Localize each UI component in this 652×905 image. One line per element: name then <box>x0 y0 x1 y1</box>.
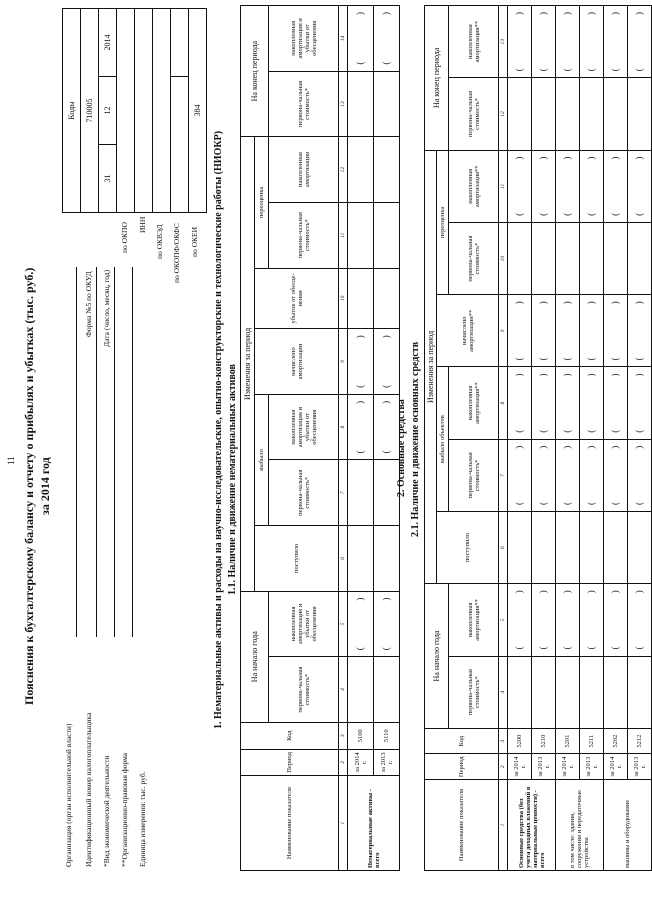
t2-period: за 2014 г. <box>556 754 580 780</box>
close-paren: ) <box>610 12 620 15</box>
org-label: Организация (орган исполнительной власти) <box>64 723 73 867</box>
t2-row <box>604 6 628 871</box>
bracketed-value-cell <box>628 150 652 222</box>
t1-colnum: 1 <box>339 776 348 871</box>
open-paren: ( <box>514 212 524 216</box>
open-paren: ( <box>538 357 548 361</box>
bracketed-value-cell <box>532 295 556 367</box>
section2-subtitle: 2.1. Наличие и движение основных средств <box>410 341 421 537</box>
okei-value: 384 <box>189 9 207 213</box>
open-paren: ( <box>610 212 620 216</box>
close-paren: ) <box>586 301 596 305</box>
close-paren: ) <box>538 301 548 305</box>
t1-code: 5110 <box>374 722 400 749</box>
okfs-value <box>171 9 189 77</box>
t2-row <box>508 6 532 871</box>
t2-code: 5200 <box>508 728 532 754</box>
t2-colnum: 5 <box>499 584 508 656</box>
date-day: 31 <box>99 145 117 213</box>
close-paren: ) <box>562 12 572 15</box>
inn-value <box>135 9 153 213</box>
t2-head-reval-amort: накопленная амортизация** <box>449 150 499 222</box>
t2-head-reval-initial: первона-чальная стоимость* <box>449 222 499 294</box>
t2-row <box>628 6 652 871</box>
t2-head-amort-accrued: начислено амортизации** <box>437 295 499 367</box>
t1-colnum: 11 <box>339 202 348 268</box>
t2-head-end-amort: накопленная амортизация** <box>449 6 499 78</box>
t2-head-changes: Изменения за период <box>425 150 437 584</box>
open-paren: ( <box>562 212 572 216</box>
t2-colnum: 13 <box>499 6 508 78</box>
close-paren: ) <box>514 373 524 377</box>
t2-colnum: 12 <box>499 78 508 150</box>
t2-code: 5210 <box>532 728 556 754</box>
open-paren: ( <box>562 646 572 650</box>
close-paren: ) <box>634 12 644 15</box>
okpo-value <box>117 9 135 213</box>
t1-head-name: Наименование показателя <box>241 776 339 871</box>
t2-code: 5211 <box>580 728 604 754</box>
close-paren: ) <box>634 445 644 449</box>
bracketed-value-cell <box>604 367 628 439</box>
t2-head-initial: первона-чальная стоимость* <box>449 656 499 728</box>
t1-head-amort-accrued: начислено амортизации <box>255 329 339 395</box>
open-paren: ( <box>355 384 365 388</box>
activity-underline <box>114 267 115 637</box>
open-paren: ( <box>514 501 524 505</box>
close-paren: ) <box>610 156 620 160</box>
bracketed-value-cell <box>374 329 400 395</box>
inn-underline <box>96 267 97 637</box>
bracketed-value-cell <box>628 439 652 511</box>
section1-title: 1. Нематериальные активы и расходы на научно-исследовательские, опытно-конструкторские и технологические работы (НИОКР) <box>213 130 224 729</box>
okopf-label: по ОКОПФ/ОКФС <box>172 223 181 283</box>
t1-row-2014 <box>348 6 374 871</box>
bracketed-value-cell <box>604 584 628 656</box>
t2-colnum: 8 <box>499 367 508 439</box>
t1-colnum: 3 <box>339 722 348 749</box>
okud-value: 710005 <box>81 9 99 213</box>
t2-head-code: Код <box>425 728 499 754</box>
open-paren: ( <box>538 646 548 650</box>
t2-colnum: 10 <box>499 222 508 294</box>
open-paren: ( <box>514 68 524 72</box>
t2-code: 5202 <box>604 728 628 754</box>
t1-colnum: 7 <box>339 460 348 526</box>
open-paren: ( <box>562 429 572 433</box>
close-paren: ) <box>355 400 365 404</box>
t2-colnum: 7 <box>499 439 508 511</box>
t2-head-name: Наименование показателя <box>425 780 499 871</box>
bracketed-value-cell <box>532 6 556 78</box>
document-year: за 2014 год <box>38 457 52 515</box>
t2-group-label: машины и оборудование <box>604 780 652 871</box>
bracketed-value-cell <box>532 367 556 439</box>
t1-colnum: 10 <box>339 268 348 329</box>
open-paren: ( <box>538 68 548 72</box>
open-paren: ( <box>562 501 572 505</box>
bracketed-value-cell <box>374 591 400 657</box>
close-paren: ) <box>381 335 391 339</box>
activity-label: *Вид экономической деятельности <box>102 755 111 867</box>
okved-value <box>153 9 171 213</box>
t2-colnum: 2 <box>499 754 508 780</box>
bracketed-value-cell <box>556 295 580 367</box>
t1-code: 5100 <box>348 722 374 749</box>
bracketed-value-cell <box>556 367 580 439</box>
t1-head-end-initial: первона-чальная стоимость* <box>269 71 339 137</box>
open-paren: ( <box>586 68 596 72</box>
t1-head-amort-disposed: накопленная амортизация и убытки от обесценения <box>269 394 339 460</box>
t2-period: за 2013 г. <box>580 754 604 780</box>
section2-title: 2. Основные средства <box>396 399 407 497</box>
open-paren: ( <box>634 501 644 505</box>
bracketed-value-cell <box>580 295 604 367</box>
bracketed-value-cell <box>580 367 604 439</box>
bracketed-value-cell <box>532 150 556 222</box>
close-paren: ) <box>355 597 365 601</box>
close-paren: ) <box>355 335 365 339</box>
t2-period: за 2013 г. <box>532 754 556 780</box>
bracketed-value-cell <box>556 6 580 78</box>
bracketed-value-cell <box>508 439 532 511</box>
unit-label: Единица измерения: тыс. руб. <box>138 771 147 867</box>
open-paren: ( <box>610 501 620 505</box>
t1-period: за 2014 г. <box>348 749 374 776</box>
close-paren: ) <box>381 400 391 404</box>
t1-colnum: 4 <box>339 657 348 723</box>
bracketed-value-cell <box>604 150 628 222</box>
t1-row-label: Нематериальные активы - всего <box>348 776 400 871</box>
bracketed-value-cell <box>604 6 628 78</box>
close-paren: ) <box>634 590 644 594</box>
bracketed-value-cell <box>348 6 374 72</box>
close-paren: ) <box>514 156 524 160</box>
close-paren: ) <box>586 590 596 594</box>
t2-code: 5201 <box>556 728 580 754</box>
legal-form-underline <box>132 267 133 637</box>
open-paren: ( <box>538 429 548 433</box>
t1-head-reval-amort: накопленная амортизация <box>269 137 339 203</box>
legal-form-label: **Организационно-правовая форма <box>120 752 129 867</box>
t1-head-disp-initial: первона-чальная стоимость* <box>269 460 339 526</box>
bracketed-value-cell <box>628 584 652 656</box>
t1-colnum: 2 <box>339 749 348 776</box>
t2-colnum: 11 <box>499 150 508 222</box>
bracketed-value-cell <box>580 584 604 656</box>
close-paren: ) <box>538 156 548 160</box>
t2-colnum: 4 <box>499 656 508 728</box>
okved-label: по ОКВЭД <box>155 224 164 259</box>
close-paren: ) <box>514 445 524 449</box>
open-paren: ( <box>610 357 620 361</box>
t1-period: за 2013 г. <box>374 749 400 776</box>
close-paren: ) <box>586 12 596 15</box>
t1-head-revalued: переоценка <box>255 137 269 268</box>
close-paren: ) <box>538 12 548 15</box>
bracketed-value-cell <box>508 584 532 656</box>
t2-colnum: 9 <box>499 295 508 367</box>
close-paren: ) <box>538 373 548 377</box>
t1-colnum: 12 <box>339 137 348 203</box>
document-title: Пояснения к бухгалтерскому балансу и отчету о прибылях и убытках (тыс. руб.) <box>22 267 36 705</box>
close-paren: ) <box>610 590 620 594</box>
t1-head-changes: Изменения за период <box>241 137 255 591</box>
close-paren: ) <box>514 12 524 15</box>
inn-label: Идентификационный номер налогоплательщика <box>84 712 93 867</box>
open-paren: ( <box>586 501 596 505</box>
section1-subtitle: 1.1. Наличие и движение нематериальных активов <box>227 364 238 595</box>
t1-col-numbers <box>339 6 348 871</box>
open-paren: ( <box>514 429 524 433</box>
bracketed-value-cell <box>556 150 580 222</box>
t2-head-start: На начало года <box>425 584 449 729</box>
bracketed-value-cell <box>628 295 652 367</box>
open-paren: ( <box>586 212 596 216</box>
bracketed-value-cell <box>580 150 604 222</box>
t2-head-disp-initial: первона-чальная стоимость* <box>449 439 499 511</box>
t2-head-disposed: выбыло объектов <box>437 367 449 512</box>
t1-head-received: поступило <box>255 526 339 592</box>
date-month: 12 <box>99 77 117 145</box>
t2-group-label: в том числе: здания, сооружения и передаточные устройства <box>556 780 604 871</box>
close-paren: ) <box>381 12 391 15</box>
open-paren: ( <box>634 429 644 433</box>
open-paren: ( <box>634 212 644 216</box>
t2-colnum: 6 <box>499 511 508 583</box>
close-paren: ) <box>381 597 391 601</box>
t1-head-code: Код <box>241 722 339 749</box>
open-paren: ( <box>586 357 596 361</box>
open-paren: ( <box>634 646 644 650</box>
bracketed-value-cell <box>580 6 604 78</box>
t1-head-end-amort: накопленная амортизация и убытки от обесценения <box>269 6 339 72</box>
t1-colnum: 13 <box>339 71 348 137</box>
t1-colnum: 14 <box>339 6 348 72</box>
t2-head-end: На конец периода <box>425 6 449 151</box>
t1-colnum: 9 <box>339 329 348 395</box>
open-paren: ( <box>610 68 620 72</box>
t2-row <box>532 6 556 871</box>
bracketed-value-cell <box>348 329 374 395</box>
close-paren: ) <box>610 301 620 305</box>
okpo-label: по ОКПО <box>120 222 129 253</box>
t2-code: 5212 <box>628 728 652 754</box>
open-paren: ( <box>586 646 596 650</box>
date-label: Дата (число, месяц, год) <box>102 269 111 347</box>
t1-head-end: На конец периода <box>241 6 269 137</box>
t1-head-disposed: выбыло <box>255 394 269 525</box>
bracketed-value-cell <box>604 295 628 367</box>
t2-head-period: Период <box>425 754 499 780</box>
open-paren: ( <box>381 450 391 454</box>
bracketed-value-cell <box>374 6 400 72</box>
close-paren: ) <box>634 301 644 305</box>
open-paren: ( <box>538 212 548 216</box>
bracketed-value-cell <box>508 295 532 367</box>
open-paren: ( <box>514 646 524 650</box>
t1-colnum: 5 <box>339 591 348 657</box>
close-paren: ) <box>562 156 572 160</box>
t2-head-end-initial: первона-чальная стоимость* <box>449 78 499 150</box>
close-paren: ) <box>586 445 596 449</box>
t2-period: за 2014 г. <box>604 754 628 780</box>
bracketed-value-cell <box>556 439 580 511</box>
bracketed-value-cell <box>628 367 652 439</box>
page-number: 11 <box>6 456 16 465</box>
bracketed-value-cell <box>604 439 628 511</box>
open-paren: ( <box>381 647 391 651</box>
t2-group-label: Основные средства (без учета доходных вложений в материальные ценности) - всего <box>508 780 556 871</box>
okei-label: по ОКЕИ <box>190 226 199 257</box>
t2-head-disp-amort: накопленная амортизация** <box>449 367 499 439</box>
bracketed-value-cell <box>532 584 556 656</box>
t2-head-amort-start: накопленная амортизация** <box>449 584 499 656</box>
t2-head-received: поступило <box>437 511 499 583</box>
open-paren: ( <box>355 61 365 65</box>
t2-row <box>556 6 580 871</box>
t1-colnum: 6 <box>339 526 348 592</box>
open-paren: ( <box>538 501 548 505</box>
org-underline <box>76 267 77 637</box>
close-paren: ) <box>610 445 620 449</box>
okopf-value <box>171 77 189 213</box>
t2-colnum: 1 <box>499 780 508 871</box>
open-paren: ( <box>610 429 620 433</box>
close-paren: ) <box>562 373 572 377</box>
bracketed-value-cell <box>348 394 374 460</box>
close-paren: ) <box>562 301 572 305</box>
intangible-assets-table <box>240 5 400 871</box>
bracketed-value-cell <box>508 6 532 78</box>
t2-period: за 2013 г. <box>628 754 652 780</box>
close-paren: ) <box>634 373 644 377</box>
open-paren: ( <box>586 429 596 433</box>
close-paren: ) <box>355 12 365 15</box>
open-paren: ( <box>355 450 365 454</box>
open-paren: ( <box>562 68 572 72</box>
fixed-assets-table <box>424 5 652 871</box>
inn-code-label: ИНН <box>138 216 147 233</box>
t2-period: за 2014 г. <box>508 754 532 780</box>
bracketed-value-cell <box>628 6 652 78</box>
close-paren: ) <box>610 373 620 377</box>
bracketed-value-cell <box>556 584 580 656</box>
t2-head-revalued: переоценка <box>437 150 449 295</box>
close-paren: ) <box>586 373 596 377</box>
t1-head-amort-start: накопленная амортизация и убытки от обесценения <box>269 591 339 657</box>
bracketed-value-cell <box>508 367 532 439</box>
t1-colnum: 8 <box>339 394 348 460</box>
close-paren: ) <box>538 590 548 594</box>
t1-head-reval-initial: первона-чальная стоимость* <box>269 202 339 268</box>
open-paren: ( <box>355 647 365 651</box>
close-paren: ) <box>514 590 524 594</box>
open-paren: ( <box>381 384 391 388</box>
t1-head-initial: первона-чальная стоимость* <box>269 657 339 723</box>
open-paren: ( <box>381 61 391 65</box>
open-paren: ( <box>610 646 620 650</box>
bracketed-value-cell <box>508 150 532 222</box>
open-paren: ( <box>562 357 572 361</box>
t1-head-period: Период <box>241 749 339 776</box>
close-paren: ) <box>538 445 548 449</box>
date-year: 2014 <box>99 9 117 77</box>
t1-head-impairment: убыток от обесце-нения <box>255 268 339 329</box>
codes-title: Коды <box>63 9 81 213</box>
t2-col-numbers <box>499 6 508 871</box>
t2-row <box>580 6 604 871</box>
okud-label: Форма №5 по ОКУД <box>84 271 93 337</box>
bracketed-value-cell <box>348 591 374 657</box>
open-paren: ( <box>634 68 644 72</box>
close-paren: ) <box>514 301 524 305</box>
open-paren: ( <box>634 357 644 361</box>
close-paren: ) <box>586 156 596 160</box>
close-paren: ) <box>562 445 572 449</box>
t2-colnum: 3 <box>499 728 508 754</box>
bracketed-value-cell <box>532 439 556 511</box>
t1-head-start: На начало года <box>241 591 269 722</box>
bracketed-value-cell <box>580 439 604 511</box>
codes-box <box>62 8 207 213</box>
close-paren: ) <box>562 590 572 594</box>
close-paren: ) <box>634 156 644 160</box>
open-paren: ( <box>514 357 524 361</box>
